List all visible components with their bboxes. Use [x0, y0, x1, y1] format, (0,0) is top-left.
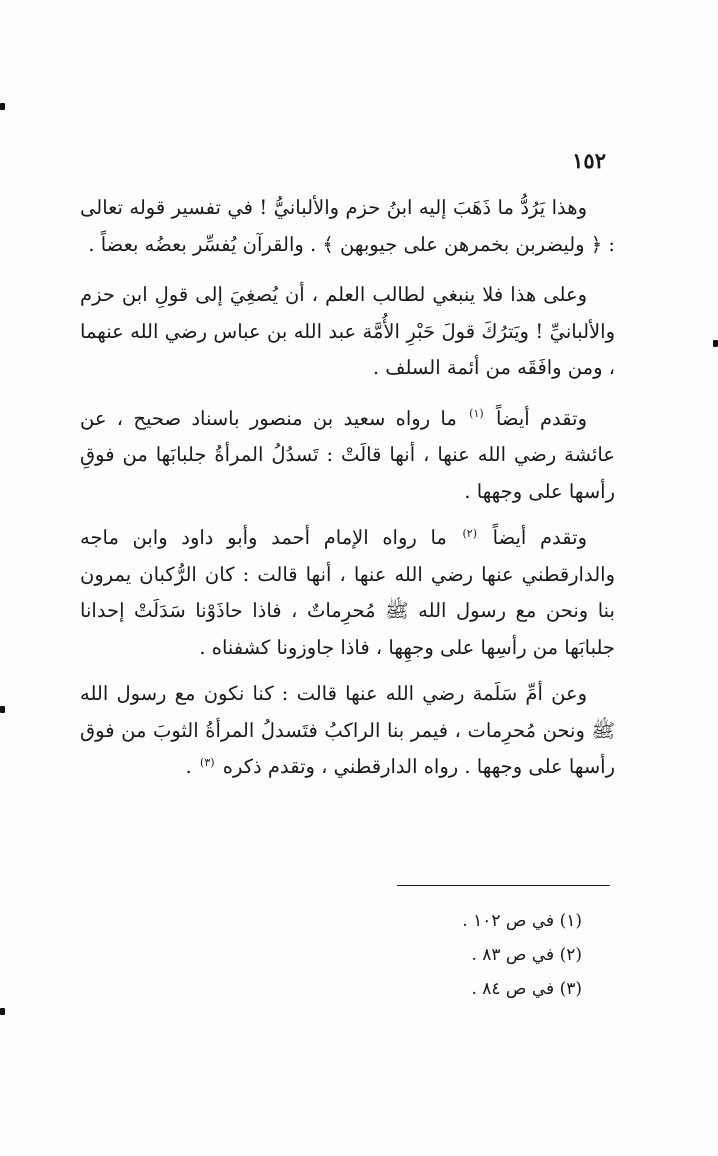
- paragraph-3-lead: وتقدم أيضاً: [495, 406, 587, 430]
- paragraph-4-lead: وتقدم أيضاً: [492, 526, 587, 549]
- paragraph-3-body: ما رواه سعيد بن منصور باسناد صحيح ، عن عائشة رضي الله عنها ، أنها قالَتْ : تَسدُلُ المرأةُ جلبابَها من فوقِ رأسها على وجهها .: [80, 406, 615, 503]
- scan-edge-mark: [0, 1008, 5, 1015]
- paragraph-2: وعلى هذا فلا ينبغي لطالب العلم ، أن يُصغِيَ إلى قولِ ابن حزم والألبانيِّ ! ويَترُكَ قولَ حَبْرِ الأُمَّة عبد الله بن عباس رضي الله عنهما ، ومن وافَقَه من أئمة السلف .: [80, 283, 615, 379]
- footnotes: [322, 904, 582, 1006]
- main-text: [80, 190, 615, 786]
- page-number: ١٥٢: [572, 148, 606, 173]
- footnote-3: (٣) في ص ٨٤ .: [471, 979, 582, 999]
- footnote-1: (١) في ص ١٠٢ .: [462, 911, 582, 931]
- footnote-separator: [397, 885, 610, 886]
- footnote-reference-1: (١): [469, 407, 484, 420]
- footnote-reference-2: (٢): [462, 526, 477, 540]
- paragraph-5-end: .: [185, 755, 192, 778]
- paragraph-3: [80, 401, 615, 511]
- paragraph-4: [80, 520, 615, 666]
- scan-edge-mark: [713, 340, 718, 347]
- paragraph-5: [80, 676, 615, 786]
- paragraph-1: وهذا يَرُدُّ ما ذَهَبَ إليه ابنُ حزم والألبانيُّ ! في تفسير قوله تعالى : ﴿ وليضربن بخمرهن على جيوبهن ﴾ . والقرآن يُفسِّر بعضُه بعضاً .: [80, 196, 615, 256]
- footnote-2: (٢) في ص ٨٣ .: [471, 945, 582, 965]
- scan-edge-mark: [0, 103, 5, 110]
- scan-edge-mark: [0, 706, 5, 713]
- paragraph-5-body: وعن أمِّ سَلَمة رضي الله عنها قالت : كنا نكون مع رسول الله ﷺ ونحن مُحرِمات ، فيمر بنا الراكبُ فتَسدلُ المرأةُ الثوبَ من فوق رأسها على وجهها . رواه الدارقطني ، وتقدم ذكره: [80, 682, 615, 778]
- footnote-reference-3: (٣): [200, 755, 215, 769]
- paragraph-4-body: ما رواه الإمام أحمد وأبو داود وابن ماجه والدارقطني عنها رضي الله عنها ، أنها قالت : كان الرُّكبان يمرون بنا ونحن مع رسول الله ﷺ مُحرِماتٌ ، فاذا حاذَوْنا سَدَلَتْ إحدانا جلبابَها من رأسِها على وجهِها ، فاذا جاوزونا كشفناه .: [80, 526, 615, 659]
